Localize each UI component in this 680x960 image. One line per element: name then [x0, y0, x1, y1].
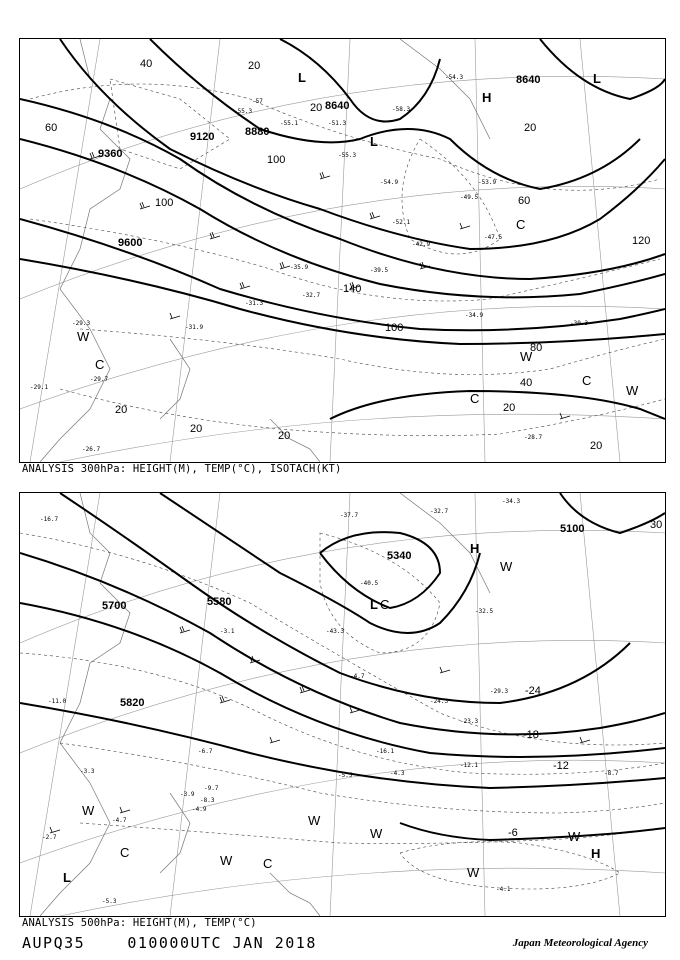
isotach-label: 20: [503, 402, 516, 414]
isotach-label: 40: [140, 58, 153, 70]
isotach-label: 20: [190, 423, 203, 435]
height-label-5820: 5820: [120, 697, 145, 709]
upper-air-chart-300hpa: [19, 38, 666, 463]
temp-obs: -31.3: [245, 300, 264, 307]
temp-obs: -55.1: [280, 120, 299, 127]
temp-obs: -4.7: [350, 673, 365, 680]
temp-obs: -12.1: [460, 762, 479, 769]
temp-obs: -53.9: [478, 179, 497, 186]
temp-obs: -54.9: [380, 179, 399, 186]
cold-center-symbol: C: [582, 373, 592, 388]
isotach-label: 20: [278, 430, 291, 442]
temp-obs: -24.3: [430, 698, 449, 705]
warm-center-symbol: W: [370, 826, 383, 841]
isotach-label: 140: [343, 283, 362, 295]
cold-center-symbol: C: [380, 597, 390, 612]
isotach-label: 120: [632, 235, 651, 247]
warm-center-symbol: W: [520, 349, 533, 364]
temp-obs: -5.5: [338, 772, 353, 779]
cold-center-symbol: C: [470, 391, 480, 406]
height-label-5100: 5100: [560, 523, 585, 535]
temp-obs: -29.1: [30, 384, 49, 391]
height-label-8640: 8640: [325, 100, 350, 112]
cold-center-symbol: C: [263, 856, 273, 871]
temp-contour-label: 30: [650, 519, 663, 531]
temp-obs: -32.5: [475, 608, 494, 615]
temp-obs: -35.9: [290, 264, 309, 271]
temp-obs: -23.3: [460, 718, 479, 725]
temp-obs: -8.7: [604, 770, 619, 777]
height-label-9120: 9120: [190, 131, 215, 143]
cold-center-symbol: C: [120, 845, 130, 860]
temp-contour-label: -24: [525, 685, 541, 697]
temp-obs: -3.9: [180, 791, 195, 798]
temp-obs: -6.7: [198, 748, 213, 755]
product-code: AUPQ35: [22, 934, 86, 952]
temp-obs: -34.9: [465, 312, 484, 319]
low-center-symbol: L: [63, 870, 71, 885]
isotach-label: 80: [530, 342, 543, 354]
temp-contour-label: -18: [523, 729, 539, 741]
product-header: [22, 934, 317, 952]
height-label-8640-east: 8640: [516, 74, 541, 86]
isotach-label: 20: [524, 122, 537, 134]
isotach-label: 20: [310, 102, 323, 114]
temp-obs: -31.9: [185, 324, 204, 331]
isotach-label: 20: [248, 60, 261, 72]
temp-contour-label: -12: [553, 760, 569, 772]
temp-obs: -3.3: [80, 768, 95, 775]
temp-obs: -52.1: [392, 219, 411, 226]
temp-obs: -47.5: [484, 234, 503, 241]
height-label-8880: 8880: [245, 126, 270, 138]
cold-center-symbol: C: [516, 217, 526, 232]
temp-obs: -30.3: [570, 320, 589, 327]
warm-center-symbol: W: [467, 865, 480, 880]
temp-obs: -32.7: [430, 508, 449, 515]
temp-obs: -42.9: [412, 241, 431, 248]
temp-obs: -4.7: [112, 817, 127, 824]
temp-obs: -28.7: [524, 434, 543, 441]
upper-air-chart-500hpa: [19, 492, 666, 917]
cold-center-symbol: C: [95, 357, 105, 372]
temp-obs: -49.5: [460, 194, 479, 201]
isotach-label: 100: [267, 154, 286, 166]
temp-obs: -16.7: [40, 516, 59, 523]
map-300hpa: [20, 39, 665, 462]
temp-obs: -54.3: [445, 74, 464, 81]
isotach-label: 100: [155, 197, 174, 209]
isotach-label: 40: [520, 377, 533, 389]
low-center-symbol: L: [593, 71, 601, 86]
temp-obs: -4.3: [390, 770, 405, 777]
temp-obs: -37.7: [340, 512, 359, 519]
temp-obs: -40.5: [360, 580, 379, 587]
isotach-label: 20: [590, 440, 603, 452]
height-contours: [20, 39, 665, 419]
high-center-symbol: H: [470, 541, 480, 556]
temp-obs: -51.3: [328, 120, 347, 127]
isotach-label: 60: [518, 195, 531, 207]
temp-obs: -2.7: [42, 834, 57, 841]
temp-contour-label: -6: [508, 827, 518, 839]
valid-time: 010000UTC JAN 2018: [127, 934, 317, 952]
temp-obs: -29.7: [90, 376, 109, 383]
chart-caption-300hpa: ANALYSIS 300hPa: HEIGHT(M), TEMP(°C), ISOTACH(KT): [22, 463, 342, 475]
warm-center-symbol: W: [220, 853, 233, 868]
height-label-5340: 5340: [387, 550, 412, 562]
isotach-label: 20: [115, 404, 128, 416]
temp-obs: -8.3: [200, 797, 215, 804]
temp-obs: -58.3: [392, 106, 411, 113]
temp-obs: -16.1: [376, 748, 395, 755]
temp-obs: -34.3: [502, 498, 521, 505]
temp-obs: -3.1: [220, 628, 235, 635]
temp-obs: -4.1: [496, 886, 511, 893]
temp-obs: -55.3: [338, 152, 357, 159]
low-center-symbol: L: [298, 70, 306, 85]
warm-center-symbol: W: [77, 329, 90, 344]
temp-obs: -39.5: [370, 267, 389, 274]
temp-obs: -9.7: [204, 785, 219, 792]
wind-barbs: [90, 152, 570, 419]
isotach-label: 60: [45, 122, 58, 134]
isotach-label: 100: [385, 322, 404, 334]
high-center-symbol: H: [482, 90, 492, 105]
chart-caption-500hpa: ANALYSIS 500hPa: HEIGHT(M), TEMP(°C): [22, 917, 257, 929]
warm-center-symbol: W: [568, 829, 581, 844]
temp-obs: -29.3: [72, 320, 91, 327]
height-label-5700: 5700: [102, 600, 127, 612]
map-500hpa: [20, 493, 665, 916]
warm-center-symbol: W: [308, 813, 321, 828]
warm-center-symbol: W: [82, 803, 95, 818]
temp-obs: -32.7: [302, 292, 321, 299]
temp-obs: -5.3: [102, 898, 117, 905]
warm-center-symbol: W: [626, 383, 639, 398]
coastline: [40, 39, 490, 462]
height-label-9600: 9600: [118, 237, 143, 249]
temp-obs: -55.3: [234, 108, 253, 115]
low-center-symbol: L: [370, 597, 378, 612]
height-label-9360: 9360: [98, 148, 123, 160]
high-center-symbol: H: [591, 846, 601, 861]
temp-obs: -29.3: [490, 688, 509, 695]
temp-obs: -4.9: [192, 806, 207, 813]
temp-obs: -11.0: [48, 698, 67, 705]
wind-barbs: [50, 626, 590, 833]
low-center-symbol: L: [370, 134, 378, 149]
height-label-5580: 5580: [207, 596, 232, 608]
temp-obs: -26.7: [82, 446, 101, 453]
agency-credit: Japan Meteorological Agency: [512, 937, 648, 949]
warm-center-symbol: W: [500, 559, 513, 574]
temp-obs: -57: [252, 98, 263, 105]
coastline: [40, 493, 490, 916]
temp-obs: -43.3: [326, 628, 345, 635]
height-contours: [20, 493, 665, 840]
